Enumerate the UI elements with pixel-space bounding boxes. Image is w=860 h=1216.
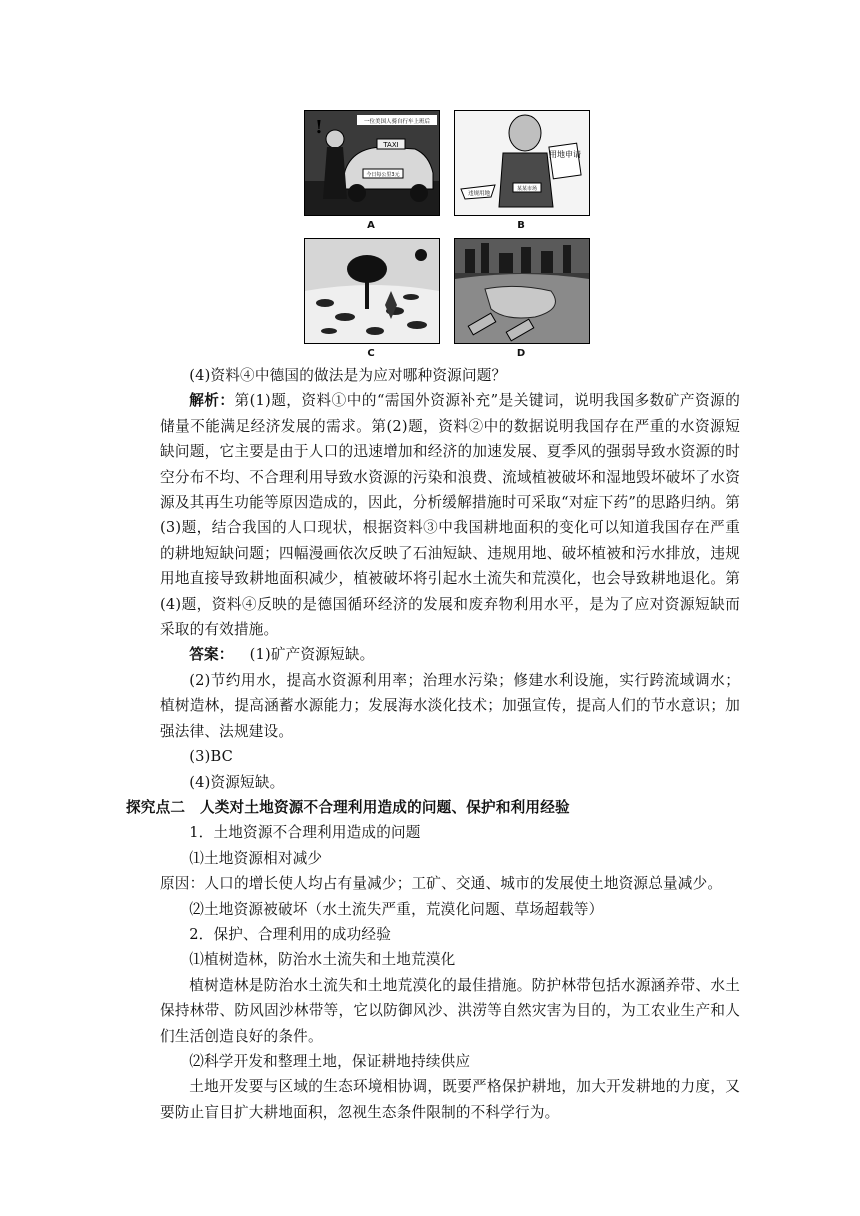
point-2a-text: 植树造林是防治水土流失和土地荒漠化的最佳措施。防护林带包括水源涵养带、水土保持林带、防风固沙林带等，它以防御风沙、洪涝等自然灾害为目的，为工农业生产和人们生活创造良好的条件。 xyxy=(160,976,740,1045)
point-1a: ⑴土地资源相对减少 xyxy=(189,849,323,867)
cartoon-a-taxi xyxy=(304,110,440,216)
point-1b: ⑵土地资源被破坏（水土流失严重，荒漠化问题、草场超载等） xyxy=(189,900,604,918)
question-4: (4)资料④中德国的做法是为应对哪种资源问题？ xyxy=(189,367,507,384)
section-heading-text: 探究点二 人类对土地资源不合理利用造成的问题、保护和利用经验 xyxy=(126,798,570,816)
analysis-label: 解析： xyxy=(189,392,235,410)
cartoon-d-sewage xyxy=(454,238,590,344)
figure-label-a: A xyxy=(367,220,375,231)
svg-text:!: ! xyxy=(315,117,323,138)
market-text: 某某市场 xyxy=(516,186,538,192)
answer-label: 答案： xyxy=(189,646,234,664)
taxi-price-text: 今日每公里3元 xyxy=(366,172,400,178)
answer-3: (3)BC xyxy=(189,748,234,766)
cartoon-c-deforestation xyxy=(304,238,440,344)
land-application-text: 用地申请 xyxy=(549,150,581,159)
cartoon-b-land-use xyxy=(454,110,590,216)
point-2b-text: 土地开发要与区域的生态环境相协调，既要严格保护耕地，加大开发耕地的力度，又要防止盲目扩大耕地面积，忽视生态条件限制的不科学行为。 xyxy=(160,1078,740,1121)
answer-4: (4)资源短缺。 xyxy=(189,773,285,791)
figure-label-b: B xyxy=(517,220,525,231)
analysis-text: 第(1)题，资料①中的“需国外资源补充”是关键词，说明我国多数矿产资源的储量不能满足经济发展的需求。第(2)题，资料②中的数据说明我国存在严重的水资源短缺问题，它主要是由于人口的迅速增加和经济的加速发展、夏季风的强弱导致水资源的时空分布不均、不合理利用导致水资源的污染和浪费、流域植被破坏和湿地毁坏破坏了水资源及其再生功能等原因造成的，因此，分析缓解措施时可采取“对症下药”的思路归纳。第(3)题，结合我国的人口现状，根据资料③中我国耕地面积的变化可以知道我国存在严重的耕地短缺问题；四幅漫画依次反映了石油短缺、违规用地、破坏植被和污水排放，违规用地直接导致耕地面积减少，植被破坏将引起水土流失和荒漠化，也会导致耕地退化。第(4)题，资料④反映的是德国循环经济的发展和废弃物利用水平，是为了应对资源短缺而采取的有效措施。 xyxy=(160,392,741,639)
figure-label-c: C xyxy=(367,348,375,359)
point-2: 2．保护、合理利用的成功经验 xyxy=(189,925,391,943)
figure-label-d: D xyxy=(516,348,526,359)
point-1: 1．土地资源不合理利用造成的问题 xyxy=(189,824,421,842)
document-body xyxy=(126,363,741,1125)
illegal-land-use-text: 违规用地 xyxy=(467,191,491,197)
cartoon-a-caption-text: 一位美国人骑自行车上班后 xyxy=(363,119,431,125)
point-1a-reason: 原因：人口的增长使人均占有量减少；工矿、交通、城市的发展使土地资源总量减少。 xyxy=(160,875,723,893)
answer-paragraph xyxy=(160,642,740,667)
answer-1: (1)矿产资源短缺。 xyxy=(249,646,375,664)
section-heading xyxy=(126,795,740,820)
point-2a: ⑴植树造林，防治水土流失和土地荒漠化 xyxy=(189,951,456,969)
taxi-sign-text: TAXI xyxy=(383,141,399,149)
analysis-paragraph xyxy=(160,388,740,642)
point-2b: ⑵科学开发和整理土地，保证耕地持续供应 xyxy=(189,1052,471,1070)
answer-2: (2)节约用水，提高水资源利用率；治理水污染；修建水利设施，实行跨流域调水；植树造林，提高涵蓄水源能力；发展海水淡化技术；加强宣传，提高人们的节水意识；加强法律、法规建设。 xyxy=(160,671,740,740)
